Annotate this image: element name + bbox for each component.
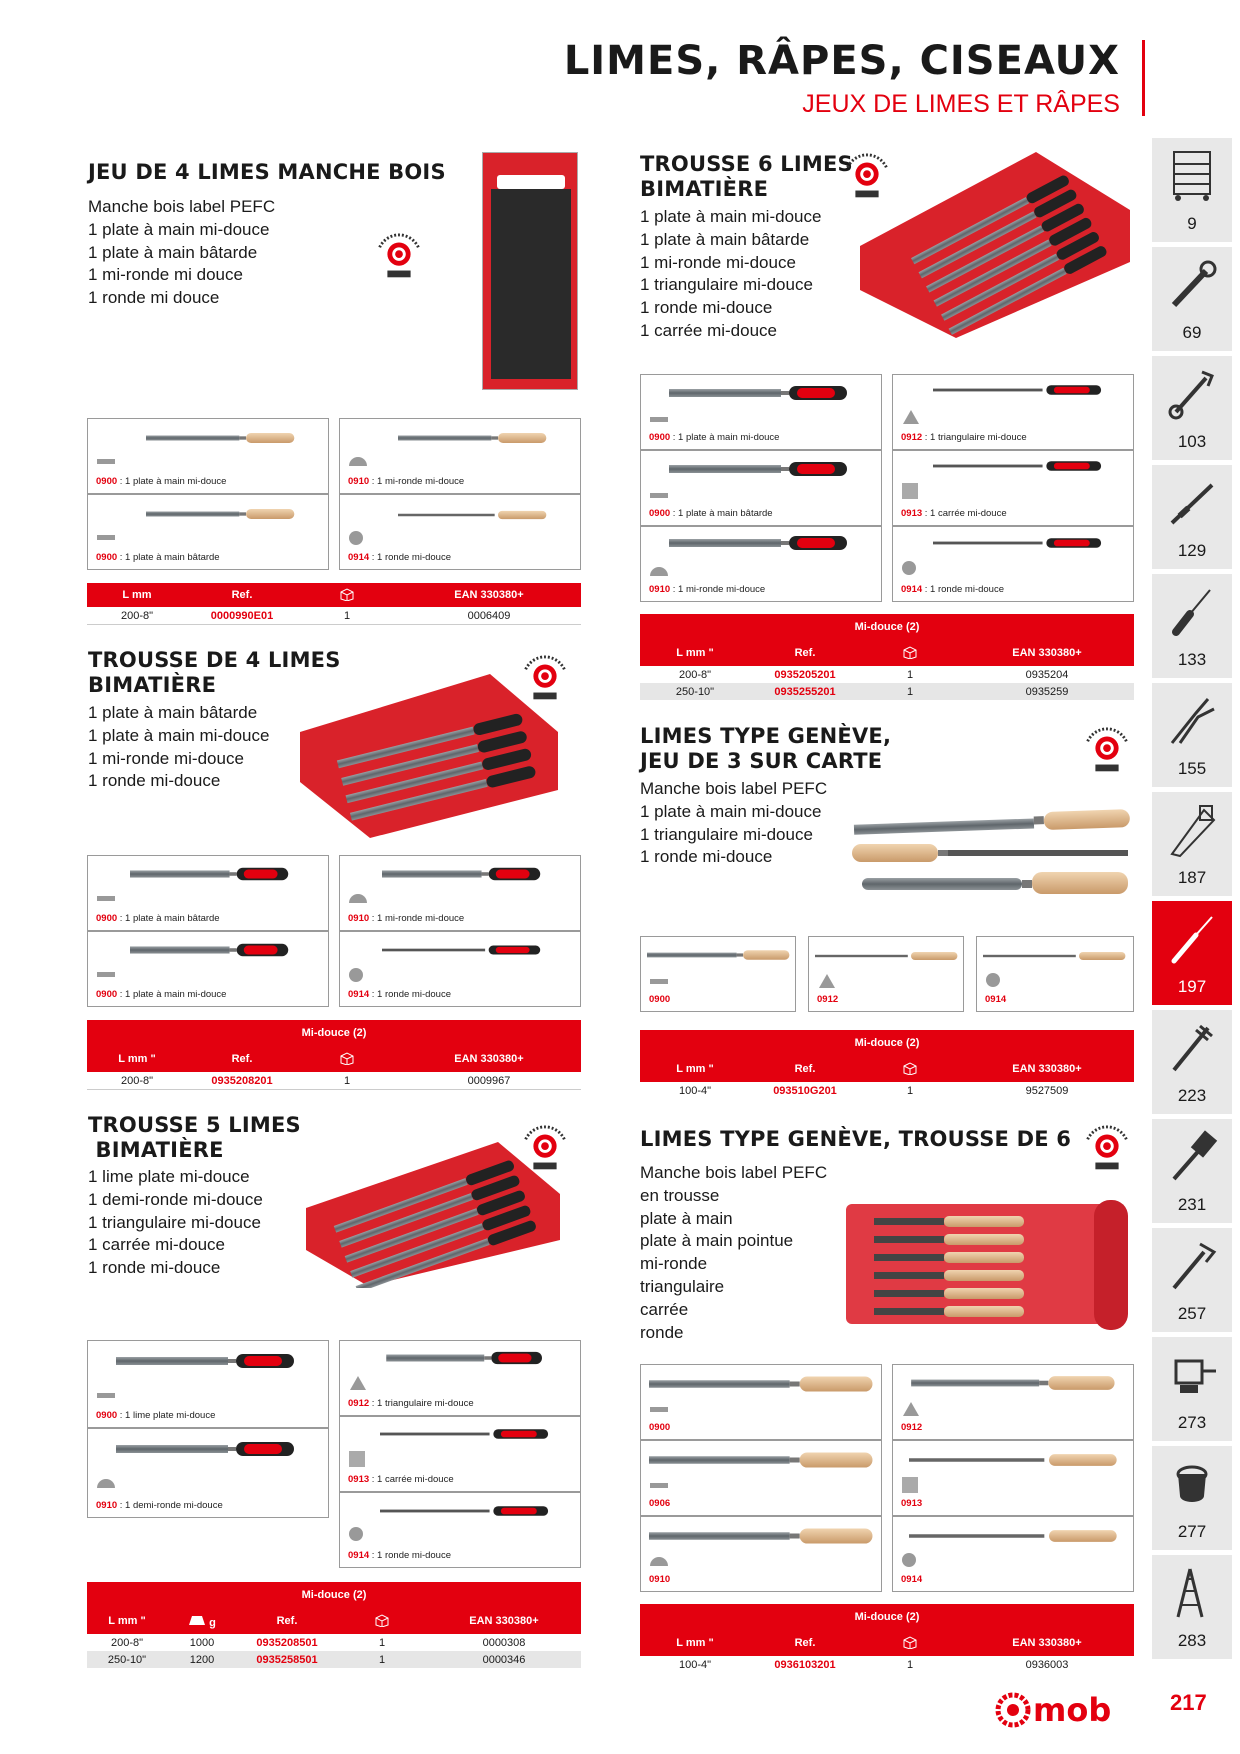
product-grid	[87, 418, 581, 570]
pliers-icon	[1166, 693, 1218, 749]
tab-hammers[interactable]: 231	[1152, 1119, 1232, 1223]
price-table: Mi-douce (2) L mm " Ref. EAN 330380+ 200-8" 0935208201 1 0009967	[87, 1020, 581, 1090]
round-profile-icon	[986, 973, 1000, 987]
flat-profile-icon	[650, 979, 668, 984]
tool-cabinet-icon	[1166, 148, 1218, 204]
grid-cell: 0912	[808, 936, 964, 1012]
grid-cell: 0914 : 1 ronde mi-douce	[892, 526, 1134, 602]
grid-cell: 0900 : 1 plate à main bâtarde	[87, 855, 329, 931]
quality-badge-icon	[1078, 1120, 1136, 1178]
file-tool-icon	[647, 949, 791, 961]
square-profile-icon	[902, 483, 918, 499]
flat-profile-icon	[97, 972, 115, 977]
tab-screwdrivers[interactable]: 133	[1152, 574, 1232, 678]
header-divider	[1142, 40, 1145, 116]
file-tool-icon	[380, 1351, 550, 1365]
tab-ladders[interactable]: 283	[1152, 1555, 1232, 1659]
flat-profile-icon	[97, 896, 115, 901]
flat-profile-icon	[650, 493, 668, 498]
grid-cell: 0910 : 1 mi-ronde mi-douce	[339, 418, 581, 494]
price-table: Mi-douce (2) L mm " Ref. EAN 330380+ 100-4" 0936103201 1 0936003	[640, 1604, 1134, 1674]
torque-wrench-icon	[1166, 475, 1218, 531]
flat-profile-icon	[650, 1407, 668, 1412]
file-tool-icon	[398, 431, 548, 445]
page-subtitle: JEUX DE LIMES ET RÂPES	[802, 90, 1120, 118]
grid-cell: 0900 : 1 plate à main mi-douce	[87, 931, 329, 1007]
grid-cell: 0914	[892, 1516, 1134, 1592]
file-tool-icon	[398, 509, 548, 521]
grid-cell: 0900 : 1 plate à main bâtarde	[640, 450, 882, 526]
tab-vises[interactable]: 273	[1152, 1337, 1232, 1441]
tab-saws[interactable]: 187	[1152, 792, 1232, 896]
round-profile-icon	[902, 1553, 916, 1567]
file-tool-icon	[146, 507, 296, 521]
price-table: L mm Ref. EAN 330380+ 200-8" 0000990E01 1 0006409	[87, 583, 581, 625]
file-tool-icon	[116, 1353, 296, 1369]
tab-sockets[interactable]: 277	[1152, 1446, 1232, 1550]
quality-badge-icon	[1078, 722, 1136, 780]
file-tool-icon	[933, 459, 1103, 473]
ratchet-icon	[1166, 257, 1218, 313]
tab-files[interactable]: 197	[1152, 901, 1232, 1005]
file-tool-icon	[130, 866, 290, 882]
product-grid	[87, 1340, 581, 1568]
file-tool-icon	[933, 383, 1103, 397]
grid-cell: 0912 : 1 triangulaire mi-douce	[339, 1340, 581, 1416]
half-round-profile-icon	[650, 1557, 668, 1566]
grid-cell: 0914 : 1 ronde mi-douce	[339, 494, 581, 570]
vise-icon	[1166, 1347, 1218, 1403]
handsaw-icon	[1166, 802, 1218, 858]
flat-profile-icon	[97, 1393, 115, 1398]
grid-cell: 0900 : 1 lime plate mi-douce	[87, 1340, 329, 1428]
section-description: Manche bois label PEFC 1 plate à main mi-douce 1 plate à main bâtarde 1 mi-ronde mi douce 1 ronde mi douce	[88, 197, 276, 308]
screwdriver-icon	[1166, 584, 1218, 640]
price-table: Mi-douce (2) L mm " Ref. EAN 330380+ 100-4" 093510G201 1 9527509	[640, 1030, 1134, 1100]
section-description: 1 plate à main bâtarde 1 plate à main mi-douce 1 mi-ronde mi-douce 1 ronde mi-douce	[88, 703, 270, 791]
file-tool-icon	[901, 1375, 1127, 1391]
page-number: 217	[1170, 1690, 1207, 1715]
product-photo	[850, 806, 1134, 902]
triangle-profile-icon	[902, 409, 920, 425]
pipe-wrench-icon	[1166, 1238, 1218, 1294]
file-tool-icon	[380, 1505, 550, 1517]
grid-cell: 0906	[640, 1440, 882, 1516]
square-profile-icon	[349, 1451, 365, 1467]
section-description: Manche bois label PEFC en trousse plate à main plate à main pointue mi-ronde triangulaire carrée ronde	[640, 1163, 828, 1342]
grid-cell: 0900 : 1 plate à main bâtarde	[87, 494, 329, 570]
section-description: 1 plate à main mi-douce 1 plate à main bâtarde 1 mi-ronde mi-douce 1 triangulaire mi-douce 1 ronde mi-douce 1 carrée mi-douce	[640, 207, 822, 340]
product-photo	[290, 672, 560, 840]
grid-cell: 0914 : 1 ronde mi-douce	[339, 1492, 581, 1568]
tab-ratchets[interactable]: 69	[1152, 247, 1232, 351]
mob-logo	[990, 1690, 1130, 1730]
page-title: LIMES, RÂPES, CISEAUX	[563, 38, 1120, 84]
grid-cell: 0913	[892, 1440, 1134, 1516]
section-title: TROUSSE 6 LIMES BIMATIÈRE	[640, 152, 853, 201]
section-title: TROUSSE 5 LIMES BIMATIÈRE	[88, 1113, 301, 1162]
section-description: 1 lime plate mi-douce 1 demi-ronde mi-douce 1 triangulaire mi-douce 1 carrée mi-douce 1 ronde mi-douce	[88, 1167, 263, 1278]
grid-cell: 0914	[976, 936, 1134, 1012]
package-icon	[902, 1061, 918, 1075]
grid-cell: 0900 : 1 plate à main mi-douce	[640, 374, 882, 450]
section-description: Manche bois label PEFC 1 plate à main mi-douce 1 triangulaire mi-douce 1 ronde mi-douce	[640, 779, 828, 867]
file-tool-icon	[380, 1427, 550, 1441]
grid-cell: 0910 : 1 demi-ronde mi-douce	[87, 1428, 329, 1518]
half-round-profile-icon	[650, 567, 668, 576]
grid-cell: 0910 : 1 mi-ronde mi-douce	[640, 526, 882, 602]
square-profile-icon	[902, 1477, 918, 1493]
package-icon	[374, 1613, 390, 1627]
file-tool-icon	[130, 942, 290, 958]
chapter-sidebar	[1152, 138, 1240, 1658]
section-title: LIMES TYPE GENÈVE, TROUSSE DE 6	[640, 1127, 1072, 1151]
file-tool-icon	[116, 1441, 296, 1457]
triangle-profile-icon	[902, 1401, 920, 1417]
file-tool-icon	[382, 944, 542, 956]
product-grid	[640, 936, 1134, 1012]
product-photo	[298, 1140, 562, 1288]
grid-cell: 0912	[892, 1364, 1134, 1440]
product-photo	[856, 150, 1132, 340]
section-title: JEU DE 4 LIMES MANCHE BOIS	[88, 160, 446, 184]
triangle-profile-icon	[349, 1375, 367, 1391]
round-profile-icon	[349, 531, 363, 545]
section-title: TROUSSE DE 4 LIMES BIMATIÈRE	[88, 648, 341, 697]
file-tool-icon	[669, 385, 849, 401]
file-tool-icon	[901, 1529, 1127, 1543]
triangle-profile-icon	[818, 973, 836, 989]
package-icon	[339, 1051, 355, 1065]
file-tool-icon	[901, 1453, 1127, 1467]
price-table: Mi-douce (2) L mm " Ref. EAN 330380+ 200-8" 0935205201 1 0935204 250-10" 0935255201 1 0935259	[640, 614, 1134, 700]
hammer-icon	[1166, 1129, 1218, 1185]
grid-cell: 0913 : 1 carrée mi-douce	[892, 450, 1134, 526]
ladder-icon	[1166, 1565, 1218, 1621]
grid-cell: 0900	[640, 936, 796, 1012]
file-tool-icon	[382, 866, 542, 882]
file-tool-icon	[649, 1527, 875, 1545]
grid-cell: 0912 : 1 triangulaire mi-douce	[892, 374, 1134, 450]
combination-wrench-icon	[1166, 366, 1218, 422]
product-grid	[87, 855, 581, 1007]
grid-cell: 0900	[640, 1364, 882, 1440]
flat-profile-icon	[97, 535, 115, 540]
socket-icon	[1166, 1456, 1218, 1512]
package-icon	[339, 587, 355, 601]
product-grid	[640, 374, 1134, 602]
file-tool-icon	[933, 537, 1103, 549]
tab-pliers[interactable]: 155	[1152, 683, 1232, 787]
file-tool-icon	[983, 951, 1127, 961]
grid-cell: 0910 : 1 mi-ronde mi-douce	[339, 855, 581, 931]
file-tool-icon	[146, 431, 296, 445]
tab-tool-cabinet[interactable]: 9	[1152, 138, 1232, 242]
half-round-profile-icon	[349, 457, 367, 466]
package-icon	[902, 645, 918, 659]
flat-profile-icon	[650, 1483, 668, 1488]
product-photo	[844, 1196, 1132, 1332]
round-profile-icon	[349, 968, 363, 982]
half-round-profile-icon	[349, 894, 367, 903]
weight-icon	[188, 1614, 206, 1626]
file-tool-icon	[815, 951, 959, 961]
tab-measuring[interactable]: 223	[1152, 1010, 1232, 1114]
tab-plumbing[interactable]: 257	[1152, 1228, 1232, 1332]
product-grid	[640, 1364, 1134, 1592]
file-tool-icon	[669, 535, 849, 551]
tab-wrenches[interactable]: 103	[1152, 356, 1232, 460]
tab-torque[interactable]: 129	[1152, 465, 1232, 569]
flat-profile-icon	[97, 459, 115, 464]
grid-cell: 0913 : 1 carrée mi-douce	[339, 1416, 581, 1492]
price-table: Mi-douce (2) L mm " g Ref. EAN 330380+ 200-8" 1000 0935208501 1 0000308 250-10" 1200 0935258501 1 0000346	[87, 1582, 581, 1668]
round-profile-icon	[349, 1527, 363, 1541]
file-icon	[1166, 911, 1218, 967]
quality-badge-icon	[370, 228, 428, 286]
grid-cell: 0910	[640, 1516, 882, 1592]
file-tool-icon	[649, 1375, 875, 1393]
grid-cell: 0900 : 1 plate à main mi-douce	[87, 418, 329, 494]
caliper-icon	[1166, 1020, 1218, 1076]
half-round-profile-icon	[97, 1479, 115, 1488]
product-photo	[482, 152, 578, 390]
flat-profile-icon	[650, 417, 668, 422]
file-tool-icon	[669, 461, 849, 477]
file-tool-icon	[649, 1451, 875, 1469]
grid-cell: 0914 : 1 ronde mi-douce	[339, 931, 581, 1007]
round-profile-icon	[902, 561, 916, 575]
package-icon	[902, 1635, 918, 1649]
section-title: LIMES TYPE GENÈVE, JEU DE 3 SUR CARTE	[640, 724, 892, 773]
